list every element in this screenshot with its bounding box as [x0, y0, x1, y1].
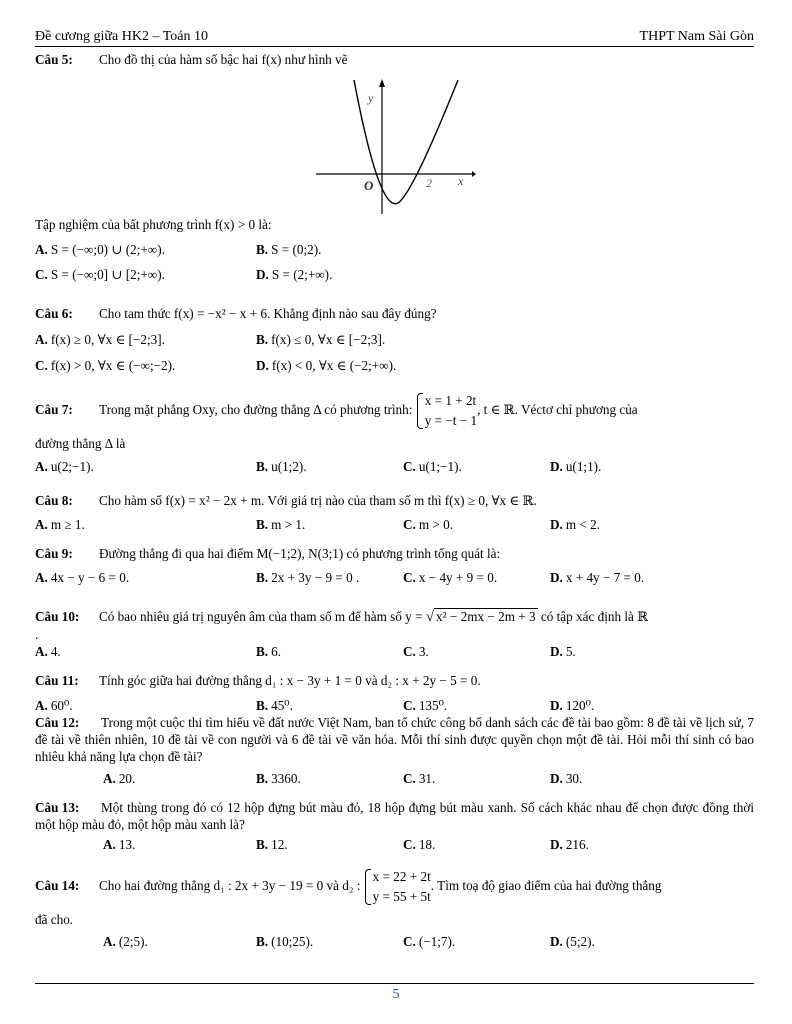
- q10-dot: .: [35, 627, 39, 642]
- q14-eq2: y = 55 + 5t: [372, 888, 431, 904]
- option-key: D.: [256, 358, 269, 373]
- q9-text: Đường thẳng đi qua hai điểm M(−1;2), N(3;1) có phương trình tổng quát là:: [99, 546, 501, 561]
- q13-option-b[interactable]: [256, 836, 288, 853]
- option-key: C.: [403, 644, 416, 659]
- option-key: B.: [256, 517, 269, 532]
- q8-label: Câu 8:: [35, 493, 73, 508]
- option-key: A.: [35, 644, 48, 659]
- q14-line2: đã cho.: [35, 912, 74, 927]
- q5-text: Cho đồ thị của hàm số bậc hai f(x) như hình vẽ: [99, 52, 348, 67]
- option-key: C.: [403, 771, 416, 786]
- option-text: 31.: [418, 771, 436, 786]
- q9-stem: [35, 545, 500, 562]
- option-text: x − 4y + 9 = 0.: [418, 570, 498, 585]
- q14-option-c[interactable]: [403, 933, 455, 950]
- option-key: C.: [403, 698, 416, 713]
- option-key: B.: [256, 771, 269, 786]
- q10-option-b[interactable]: [256, 643, 281, 660]
- option-key: D.: [550, 934, 563, 949]
- option-key: C.: [35, 358, 48, 373]
- q8-stem: [35, 492, 537, 509]
- q10-text-after: có tập xác định là ℝ: [540, 609, 649, 624]
- option-key: D.: [550, 837, 563, 852]
- option-key: D.: [550, 459, 563, 474]
- q6-text: Cho tam thức f(x) = −x² − x + 6. Khẳng định nào sau đây đúng?: [99, 306, 437, 321]
- option-text: f(x) < 0, ∀x ∈ (−2;+∞).: [271, 358, 397, 373]
- option-key: C.: [35, 267, 48, 282]
- option-text: 13.: [118, 837, 136, 852]
- option-key: A.: [103, 771, 116, 786]
- q10-radicand: x² − 2mx − 2m + 3: [436, 609, 536, 624]
- q7-eq2: y = −t − 1: [424, 412, 478, 428]
- q10-option-d[interactable]: [550, 643, 576, 660]
- option-text: u(1;2).: [271, 459, 307, 474]
- q9-option-c[interactable]: [403, 569, 497, 586]
- q11-text: Tính góc giữa hai đường thẳng d₁ : x − 3y + 1 = 0 và d₂ : x + 2y − 5 = 0.: [99, 673, 481, 688]
- option-key: C.: [403, 517, 416, 532]
- option-text: 2x + 3y − 9 = 0 .: [271, 570, 360, 585]
- x-label: x: [458, 174, 464, 188]
- q6-option-d[interactable]: [256, 357, 396, 374]
- q12-option-c[interactable]: [403, 770, 435, 787]
- option-key: C.: [403, 570, 416, 585]
- header-right: THPT Nam Sài Gòn: [639, 29, 754, 44]
- q7-option-b[interactable]: [256, 458, 307, 475]
- q10-option-a[interactable]: [35, 643, 61, 660]
- q14-option-a[interactable]: [103, 933, 148, 950]
- option-text: 135⁰.: [418, 698, 448, 713]
- q12-option-d[interactable]: [550, 770, 582, 787]
- header-left: Đề cương giữa HK2 – Toán 10: [35, 29, 208, 44]
- q5-stem: [35, 51, 348, 68]
- q9-option-a[interactable]: [35, 569, 129, 586]
- q10-option-c[interactable]: [403, 643, 429, 660]
- option-key: D.: [550, 517, 563, 532]
- option-key: C.: [403, 459, 416, 474]
- q13-option-c[interactable]: [403, 836, 435, 853]
- option-key: A.: [35, 332, 48, 347]
- option-key: D.: [550, 698, 563, 713]
- option-text: (10;25).: [271, 934, 314, 949]
- option-text: x + 4y − 7 = 0.: [565, 570, 645, 585]
- option-key: B.: [256, 934, 269, 949]
- option-key: A.: [103, 934, 116, 949]
- option-text: 120⁰.: [565, 698, 595, 713]
- option-key: D.: [256, 267, 269, 282]
- q14-system: [364, 867, 431, 907]
- q11-stem: [35, 672, 481, 689]
- y-axis-arrow-icon: [379, 79, 385, 87]
- q7-system: [416, 391, 477, 431]
- q8-option-c[interactable]: [403, 516, 453, 533]
- q5-option-b[interactable]: [256, 241, 321, 258]
- q5-parabola-graph: [316, 78, 476, 214]
- q10-text-before: Có bao nhiêu giá trị nguyên âm của tham số m để hàm số y =: [99, 609, 423, 624]
- option-key: C.: [403, 837, 416, 852]
- q11-option-b[interactable]: [256, 697, 293, 714]
- origin-label: O: [364, 178, 374, 193]
- q5-option-a[interactable]: [35, 241, 165, 258]
- footer-divider: [35, 983, 754, 984]
- q8-option-d[interactable]: [550, 516, 600, 533]
- q7-option-d[interactable]: [550, 458, 601, 475]
- q9-option-b[interactable]: [256, 569, 359, 586]
- sqrt-icon: √: [425, 609, 435, 625]
- option-text: f(x) ≥ 0, ∀x ∈ [−2;3].: [50, 332, 165, 347]
- q14-text-after: . Tìm toạ độ giao điểm của hai đường thẳng: [430, 878, 662, 893]
- option-text: S = (0;2).: [271, 242, 322, 257]
- option-text: 45⁰.: [271, 698, 293, 713]
- x-axis-arrow-icon: [472, 171, 476, 177]
- q6-stem: [35, 305, 437, 322]
- q8-option-b[interactable]: [256, 516, 305, 533]
- q7-eq1: x = 1 + 2t: [424, 392, 477, 408]
- q7-stem: [35, 388, 638, 432]
- q13-option-a[interactable]: [103, 836, 135, 853]
- option-text: 20.: [118, 771, 136, 786]
- q11-label: Câu 11:: [35, 673, 79, 688]
- option-key: A.: [35, 459, 48, 474]
- q5-option-d[interactable]: [256, 266, 332, 283]
- q9-label: Câu 9:: [35, 546, 73, 561]
- q12-text: Trong một cuộc thi tìm hiểu về đất nước Việt Nam, ban tổ chức công bố danh sách các đề tài bao gồm: 8 đề tài về lịch sử, 7 đề tài về thiên nhiên, 10 đề tài về con người và 6 đề tài về văn hóa. Mỗi thí sinh được quyền chọn một đề tài. Hỏi mỗi thí sinh có bao nhiêu khả năng lựa chọn đề tài?: [35, 715, 754, 764]
- option-key: D.: [550, 570, 563, 585]
- q7-text-after: . Véctơ chỉ phương của: [514, 402, 638, 417]
- q14-text-before: Cho hai đường thẳng d₁ : 2x + 3y − 19 = 0 và d₂ :: [99, 878, 361, 893]
- q14-option-b[interactable]: [256, 933, 313, 950]
- option-text: m > 0.: [418, 517, 454, 532]
- q11-option-c[interactable]: [403, 697, 447, 714]
- option-key: A.: [35, 698, 48, 713]
- q7-line2: đường thẳng Δ là: [35, 436, 126, 451]
- option-key: B.: [256, 837, 269, 852]
- q10-stem: [35, 608, 648, 626]
- option-key: D.: [550, 644, 563, 659]
- option-text: 12.: [271, 837, 288, 852]
- q7-option-a[interactable]: [35, 458, 94, 475]
- q5-prompt: Tập nghiệm của bất phương trình f(x) > 0 là:: [35, 217, 272, 232]
- option-text: u(2;−1).: [50, 459, 94, 474]
- option-text: 216.: [565, 837, 589, 852]
- option-text: 18.: [418, 837, 436, 852]
- option-text: 4x − y − 6 = 0.: [50, 570, 130, 585]
- q13-stem: [35, 799, 754, 833]
- option-key: B.: [256, 644, 269, 659]
- page-number: 5: [392, 987, 400, 1002]
- option-text: (−1;7).: [418, 934, 456, 949]
- q8-text: Cho hàm số f(x) = x² − 2x + m. Với giá trị nào của tham số m thì f(x) ≥ 0, ∀x ∈ ℝ.: [99, 493, 537, 508]
- option-text: (2;5).: [118, 934, 148, 949]
- option-text: S = (2;+∞).: [271, 267, 333, 282]
- q8-option-a[interactable]: [35, 516, 85, 533]
- q5-option-c[interactable]: [35, 266, 165, 283]
- q11-option-d[interactable]: [550, 697, 594, 714]
- option-text: 3360.: [271, 771, 301, 786]
- q9-option-d[interactable]: [550, 569, 644, 586]
- option-text: f(x) > 0, ∀x ∈ (−∞;−2).: [50, 358, 176, 373]
- page-header: [35, 27, 754, 47]
- root-label: 2: [426, 176, 432, 190]
- option-key: B.: [256, 332, 269, 347]
- option-text: 4.: [50, 644, 61, 659]
- option-text: 30.: [565, 771, 583, 786]
- option-key: A.: [35, 517, 48, 532]
- option-text: 6.: [271, 644, 281, 659]
- option-text: 60⁰.: [50, 698, 73, 713]
- q12-stem: [35, 714, 754, 765]
- q6-option-c[interactable]: [35, 357, 175, 374]
- option-text: u(1;−1).: [418, 459, 462, 474]
- option-text: S = (−∞;0) ∪ (2;+∞).: [50, 242, 165, 257]
- q11-option-a[interactable]: [35, 697, 73, 714]
- q14-option-d[interactable]: [550, 933, 595, 950]
- option-key: B.: [256, 570, 269, 585]
- q12-option-a[interactable]: [103, 770, 135, 787]
- option-text: 5.: [565, 644, 576, 659]
- option-text: m ≥ 1.: [50, 517, 85, 532]
- q7-text-before: Trong mặt phẳng Oxy, cho đường thẳng Δ có phương trình:: [99, 402, 413, 417]
- q13-option-d[interactable]: [550, 836, 589, 853]
- option-key: B.: [256, 242, 269, 257]
- q7-param: , t ∈ ℝ: [477, 402, 515, 417]
- option-key: A.: [35, 570, 48, 585]
- option-text: m < 2.: [565, 517, 601, 532]
- option-key: A.: [103, 837, 116, 852]
- q14-stem: [35, 864, 661, 908]
- option-text: f(x) ≤ 0, ∀x ∈ [−2;3].: [271, 332, 386, 347]
- option-text: (5;2).: [565, 934, 595, 949]
- q10-label: Câu 10:: [35, 609, 80, 624]
- q12-label: Câu 12:: [35, 715, 80, 730]
- q6-option-a[interactable]: [35, 331, 165, 348]
- q6-label: Câu 6:: [35, 306, 73, 321]
- q7-label: Câu 7:: [35, 402, 73, 417]
- y-label: y: [368, 91, 374, 105]
- option-key: B.: [256, 698, 269, 713]
- q6-option-b[interactable]: [256, 331, 385, 348]
- q13-label: Câu 13:: [35, 800, 80, 815]
- q7-option-c[interactable]: [403, 458, 462, 475]
- q14-label: Câu 14:: [35, 878, 80, 893]
- q13-text: Một thùng trong đó có 12 hộp đựng bút màu đỏ, 18 hộp đựng bút màu xanh. Số cách khác nhau để chọn được đồng thời một hộp màu đỏ, một hộp màu xanh là?: [35, 800, 754, 832]
- option-text: 3.: [418, 644, 429, 659]
- option-text: u(1;1).: [565, 459, 602, 474]
- option-text: S = (−∞;0] ∪ [2;+∞).: [50, 267, 165, 282]
- option-key: B.: [256, 459, 269, 474]
- q5-label: Câu 5:: [35, 52, 73, 67]
- option-key: D.: [550, 771, 563, 786]
- option-key: A.: [35, 242, 48, 257]
- option-key: C.: [403, 934, 416, 949]
- q14-eq1: x = 22 + 2t: [372, 868, 431, 884]
- q12-option-b[interactable]: [256, 770, 301, 787]
- option-text: m > 1.: [271, 517, 306, 532]
